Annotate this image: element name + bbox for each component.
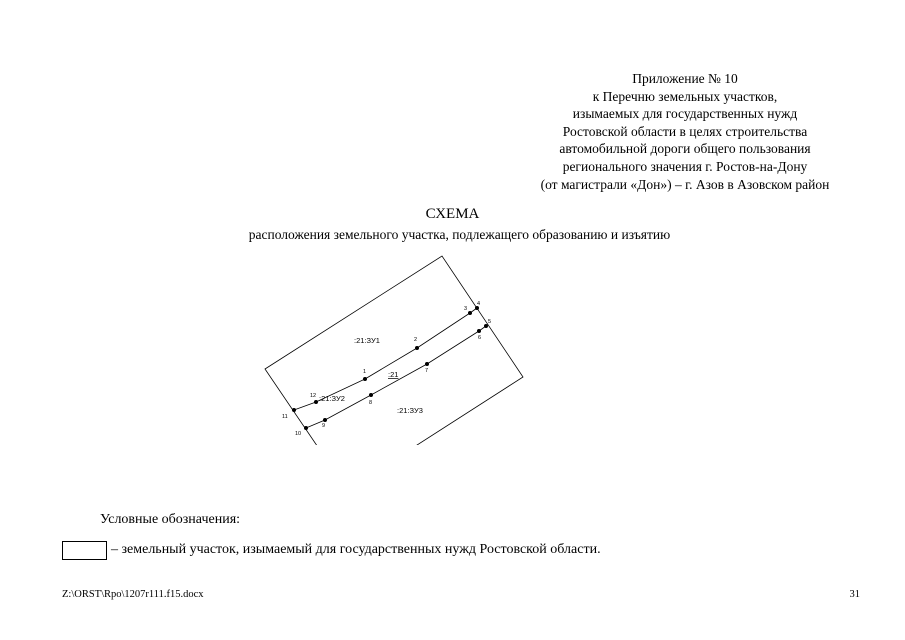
land-plot-scheme bbox=[250, 250, 540, 445]
point-label: 8 bbox=[369, 400, 373, 406]
legend-text: – земельный участок, изымаемый для государственных нужд Ростовской области. bbox=[111, 542, 601, 557]
legend-item bbox=[62, 540, 601, 560]
point-label: 6 bbox=[478, 335, 482, 341]
parcel-label: :21:ЗУ3 bbox=[397, 406, 423, 415]
point-label: 10 bbox=[295, 431, 302, 437]
appendix-line: Приложение № 10 bbox=[632, 71, 738, 86]
point-marker bbox=[363, 377, 367, 381]
point-label: 9 bbox=[322, 423, 326, 429]
point-label: 12 bbox=[310, 393, 317, 399]
parcel-label: :21 bbox=[388, 370, 399, 379]
point-marker bbox=[468, 311, 472, 315]
point-label: 7 bbox=[425, 368, 429, 374]
point-label: 4 bbox=[477, 301, 481, 307]
appendix-line: изымаемых для государственных нужд bbox=[572, 106, 798, 122]
plot-boundary bbox=[265, 256, 523, 445]
point-marker bbox=[425, 362, 429, 366]
point-marker bbox=[369, 393, 373, 397]
appendix-line: к Перечню земельных участков, bbox=[592, 88, 778, 104]
legend-title: Условные обозначения: bbox=[100, 512, 241, 527]
point-marker bbox=[304, 426, 308, 430]
page-number: 31 bbox=[849, 589, 860, 600]
scheme-subtitle: расположения земельного участка, подлежащего образованию и изъятию bbox=[248, 227, 671, 242]
appendix-header bbox=[470, 70, 900, 193]
point-label: 11 bbox=[282, 414, 288, 420]
point-marker bbox=[477, 329, 481, 333]
point-marker bbox=[314, 400, 318, 404]
point-marker bbox=[292, 408, 296, 412]
point-label: 2 bbox=[414, 337, 418, 343]
appendix-line: Ростовской области в целях строительства bbox=[562, 123, 808, 139]
appendix-line: автомобильной дороги общего пользования bbox=[559, 141, 811, 157]
footer-file-path: Z:\ORST\Rpo\1207r111.f15.docx bbox=[62, 589, 204, 600]
legend-symbol bbox=[62, 541, 107, 560]
point-label: 5 bbox=[488, 319, 492, 325]
scheme-title: СХЕМА bbox=[425, 206, 480, 222]
point-marker bbox=[415, 346, 419, 350]
point-marker bbox=[323, 418, 327, 422]
appendix-line: регионального значения г. Ростов-на-Дону bbox=[562, 158, 808, 174]
appendix-line: (от магистрали «Дон») – г. Азов в Азовском район bbox=[540, 176, 830, 192]
point-label: 3 bbox=[464, 306, 468, 312]
point-label: 1 bbox=[363, 369, 367, 375]
parcel-label: :21:ЗУ2 bbox=[319, 394, 345, 403]
parcel-label: :21:ЗУ1 bbox=[354, 336, 380, 345]
